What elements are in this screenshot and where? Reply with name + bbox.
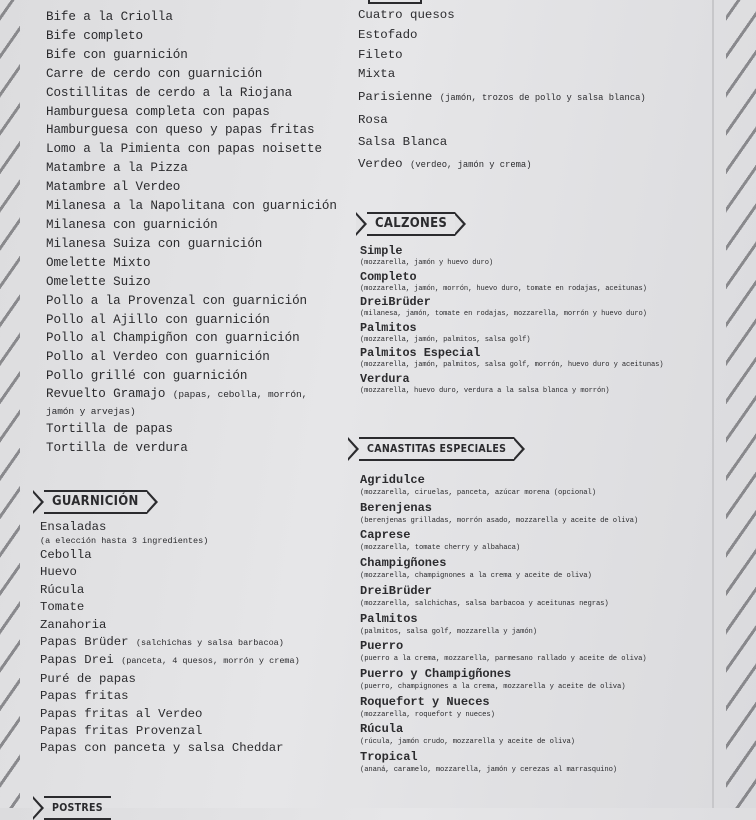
menu-item: Papas Brüder (salchichas y salsa barbacoa) [40, 635, 284, 650]
item-name: Agridulce [360, 473, 425, 487]
menu-item [360, 501, 690, 528]
item-desc: (milanesa, jamón, tomate en rodajas, mozzarella, morrón y huevo duro) [360, 310, 647, 318]
header-left-chevron [33, 490, 44, 514]
menu-item [360, 347, 690, 372]
menu-item: Milanesa Suiza con guarnición [46, 236, 263, 251]
menu-item: Bife con guarnición [46, 47, 188, 62]
item-name: Tropical [360, 750, 418, 765]
section-title: CANASTITAS ESPECIALES [359, 437, 514, 461]
item-desc: (mozzarella, champignones a la crema y aceite de oliva) [360, 572, 592, 581]
item-desc: (mozzarella, jamón, palmitos, salsa golf, morrón, huevo duro y aceitunas) [360, 361, 664, 369]
menu-item: Matambre a la Pizza [46, 161, 188, 176]
section-title: CALZONES [367, 212, 455, 236]
menu-item: Parisienne (jamón, trozos de pollo y salsa blanca) [358, 90, 646, 105]
menu-item [360, 556, 690, 583]
menu-item [360, 473, 690, 500]
section-header-postres [33, 796, 111, 820]
item-desc: (puerro, champignones a la crema, mozzarella y aceite de oliva) [360, 682, 626, 691]
menu-item [360, 322, 690, 347]
item-desc: (puerro a la crema, mozzarella, parmesano rallado y aceite de oliva) [360, 655, 647, 664]
menu-item: Mixta [358, 67, 396, 82]
menu-item: Salsa Blanca [358, 134, 448, 149]
menu-item: Hamburguesa con queso y papas fritas [46, 123, 315, 138]
menu-item: Tortilla de papas [46, 422, 173, 437]
menu-item: Papas fritas al Verdeo [40, 706, 203, 721]
menu-item: Ensaladas [40, 520, 107, 534]
item-name: Puerro [360, 639, 404, 654]
item-desc: (mozzarella, roquefort y nueces) [360, 710, 495, 719]
menu-item [360, 296, 690, 321]
menu-item-desc: (a elección hasta 3 ingredientes) [40, 536, 209, 546]
section-header-calzones [356, 212, 466, 236]
menu-item: Verdeo (verdeo, jamón y crema) [358, 156, 532, 171]
menu-item [360, 667, 690, 694]
item-desc: (mozzarella, jamón, morrón, huevo duro, tomate en rodajas, aceitunas) [360, 284, 647, 293]
menu-item: Matambre al Verdeo [46, 180, 181, 195]
menu-item: Pollo al Champigñon con guarnición [46, 331, 300, 346]
item-name: Rúcula [360, 722, 404, 737]
menu-item: Costillitas de cerdo a la Riojana [46, 85, 293, 100]
item-name: Simple [360, 244, 403, 258]
menu-item: Zanahoria [40, 617, 107, 632]
menu-item: Tortilla de verdura [46, 441, 188, 456]
item-name: DreiBrüder [360, 295, 431, 309]
menu-item [360, 528, 690, 555]
item-name: Roquefort y Nueces [360, 694, 490, 709]
menu-item: Omelette Suizo [46, 274, 151, 289]
menu-item: Rosa [358, 112, 388, 127]
menu-item: Rúcula [40, 582, 85, 597]
item-name: Completo [360, 269, 417, 284]
main-dishes-list [46, 8, 346, 458]
menu-item: Fileto [358, 47, 403, 62]
menu-item: Huevo [40, 565, 77, 580]
left-decorative-stripes [0, 0, 20, 808]
item-desc: (mozzarella, ciruelas, panceta, azúcar morena (opcional) [360, 489, 596, 497]
menu-item: Papas fritas [40, 689, 129, 704]
menu-item [360, 750, 690, 777]
item-desc: (mozzarella, tomate cherry y albahaca) [360, 544, 521, 553]
menu-item: Tomate [40, 600, 85, 615]
section-header-canastitas [348, 437, 525, 461]
cut-off-header-box [368, 0, 422, 4]
menu-item: Puré de papas [40, 671, 136, 686]
item-name: DreiBrüder [360, 583, 433, 598]
item-desc: (mozzarella, huevo duro, verdura a la salsa blanca y morrón) [360, 386, 610, 395]
section-header-guarnicion [33, 490, 158, 514]
menu-item: Estofado [358, 27, 418, 42]
menu-item: Milanesa a la Napolitana con guarnición [46, 199, 337, 214]
menu-item [360, 695, 690, 722]
menu-item [360, 373, 690, 398]
menu-item [360, 271, 690, 296]
menu-item: Bife a la Criolla [46, 10, 173, 24]
menu-item: Carre de cerdo con guarnición [46, 66, 263, 81]
item-desc: (mozzarella, jamón y huevo duro) [360, 259, 494, 267]
menu-item: Pollo grillé con guarnición [46, 369, 248, 384]
menu-item: Hamburguesa completa con papas [46, 104, 270, 119]
menu-item [360, 245, 690, 270]
menu-item [360, 584, 690, 611]
menu-item: Revuelto Gramajo (papas, cebolla, morrón, jamón y arvejas) [46, 387, 308, 418]
menu-item: Pollo al Verdeo con guarnición [46, 350, 270, 365]
guarnicion-list [40, 521, 340, 758]
menu-item: Omelette Mixto [46, 255, 151, 270]
item-name: Palmitos [360, 611, 418, 626]
menu-item: Milanesa con guarnición [46, 217, 218, 232]
item-desc: (palmitos, salsa golf, mozzarella y jamón) [360, 627, 537, 636]
header-right-chevron [455, 212, 466, 236]
menu-item: Lomo a la Pimienta con papas noisette [46, 142, 322, 157]
menu-item: Pollo a la Provenzal con guarnición [46, 293, 308, 308]
calzones-list [360, 245, 690, 398]
menu-item [360, 639, 690, 666]
section-title: GUARNICIÓN [44, 490, 147, 514]
menu-item: Cebolla [40, 548, 92, 562]
item-name: Verdura [360, 371, 410, 386]
item-desc: (ananá, caramelo, mozzarella, jamón y cerezas al marrasquino) [360, 766, 618, 775]
item-desc: (rúcula, jamón crudo, mozzarella y aceite de oliva) [360, 738, 575, 747]
paper-fold-line [712, 0, 714, 808]
item-name: Palmitos Especial [360, 346, 481, 360]
item-desc: (mozzarella, jamón, palmitos, salsa golf) [360, 335, 531, 344]
right-decorative-stripes [726, 0, 756, 808]
section-title: POSTRES [44, 796, 111, 820]
menu-item: Bife completo [46, 28, 143, 43]
item-desc: (berenjenas grilladas, morrón asado, mozzarella y aceite de oliva) [360, 516, 639, 525]
item-name: Berenjenas [360, 500, 433, 515]
menu-item [360, 612, 690, 639]
menu-item: Cuatro quesos [358, 8, 455, 22]
menu-item [360, 722, 690, 749]
header-right-chevron [147, 490, 158, 514]
item-desc: (mozzarella, salchichas, salsa barbacoa y aceitunas negras) [360, 599, 609, 608]
menu-item: Papas con panceta y salsa Cheddar [40, 741, 284, 756]
menu-item: Papas fritas Provenzal [40, 724, 203, 739]
menu-item: Pollo al Ajillo con guarnición [46, 312, 270, 327]
item-name: Puerro y Champigñones [360, 666, 512, 681]
item-name: Palmitos [360, 320, 417, 335]
item-name: Champigñones [360, 556, 447, 571]
header-right-chevron [514, 437, 525, 461]
header-left-chevron [356, 212, 367, 236]
menu-item: Papas Drei (panceta, 4 quesos, morrón y crema) [40, 653, 300, 668]
item-name: Caprese [360, 528, 411, 543]
header-left-chevron [348, 437, 359, 461]
canastitas-list [360, 473, 690, 778]
sauces-list [358, 6, 688, 175]
header-left-chevron [33, 796, 44, 820]
